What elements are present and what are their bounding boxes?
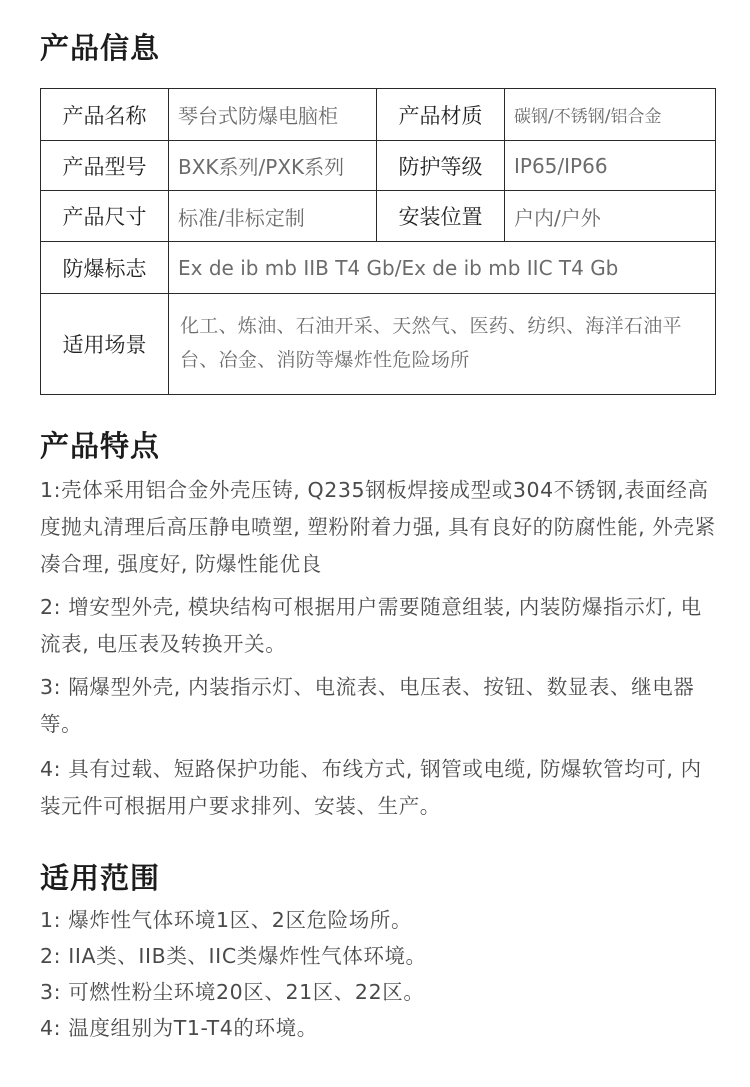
protection-level-label: 防护等级 bbox=[377, 141, 505, 191]
list-item: 2: IIA类、IIB类、IIC类爆炸性气体环境。 bbox=[40, 944, 427, 968]
product-name-value: 琴台式防爆电脑柜 bbox=[169, 89, 377, 141]
list-item: 4: 温度组别为T1-T4的环境。 bbox=[40, 1016, 318, 1040]
table-row bbox=[41, 89, 716, 141]
product-size-label: 产品尺寸 bbox=[41, 191, 169, 242]
list-item: 1: 爆炸性气体环境1区、2区危险场所。 bbox=[40, 908, 413, 932]
feature-item-2: 2: 增安型外壳, 模块结构可根据用户需要随意组装, 内装防爆指示灯, 电流表, 电压表及转换开关。 bbox=[40, 595, 702, 656]
product-model-value: BXK系列/PXK系列 bbox=[169, 141, 377, 191]
material-name-label: 产品名称 bbox=[41, 89, 169, 141]
features-title: 产品特点 bbox=[40, 429, 161, 463]
protection-level-value: IP65/IP66 bbox=[505, 141, 716, 191]
product-size-value: 标准/非标定制 bbox=[169, 191, 377, 242]
product-info-title: 产品信息 bbox=[40, 31, 161, 65]
feature-item-3: 3: 隔爆型外壳, 内装指示灯、电流表、电压表、按钮、数显表、继电器等。 bbox=[40, 675, 695, 736]
install-location-label: 安装位置 bbox=[377, 191, 505, 242]
table-row bbox=[41, 294, 716, 395]
table-row bbox=[41, 191, 716, 242]
product-model-label: 产品型号 bbox=[41, 141, 169, 191]
application-value: 化工、炼油、石油开采、天然气、医药、纺织、海洋石油平台、冶金、消防等爆炸性危险场所 bbox=[169, 294, 716, 395]
scope-title: 适用范围 bbox=[40, 861, 161, 895]
list-item: 3: 可燃性粉尘环境20区、21区、22区。 bbox=[40, 980, 425, 1004]
feature-item-1: 1:壳体采用铝合金外壳压铸, Q235钢板焊接成型或304不锈钢,表面经高度抛丸清理后高压静电喷塑, 塑粉附着力强, 具有良好的防腐性能, 外壳紧凑合理, 强度好, 防爆性能优良 bbox=[40, 478, 716, 576]
install-location-value: 户内/户外 bbox=[505, 191, 716, 242]
spec-table bbox=[40, 88, 716, 395]
explosion-mark-label: 防爆标志 bbox=[41, 242, 169, 294]
application-label: 适用场景 bbox=[41, 294, 169, 395]
product-material-label: 产品材质 bbox=[377, 89, 505, 141]
table-row bbox=[41, 141, 716, 191]
feature-item-4: 4: 具有过载、短路保护功能、布线方式, 钢管或电缆, 防爆软管均可, 内装元件可根据用户要求排列、安装、生产。 bbox=[40, 757, 702, 818]
table-row bbox=[41, 242, 716, 294]
scope-list bbox=[40, 902, 427, 1046]
explosion-mark-value: Ex de ib mb IIB T4 Gb/Ex de ib mb IIC T4 Gb bbox=[169, 242, 716, 294]
product-material-value: 碳钢/不锈钢/铝合金 bbox=[505, 89, 716, 141]
